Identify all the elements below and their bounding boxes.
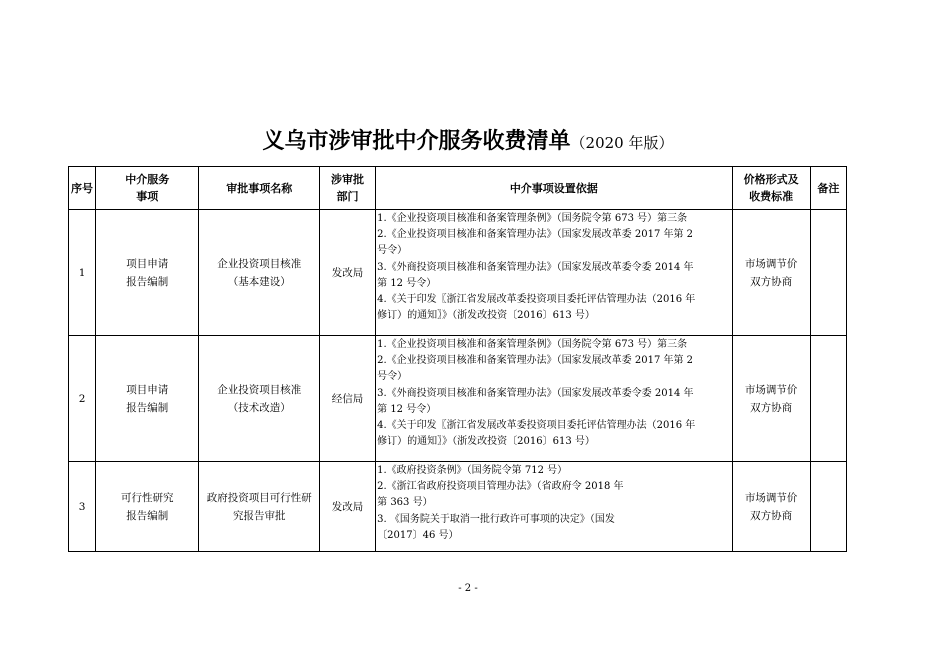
cell-service-line1: 可行性研究 bbox=[121, 491, 174, 504]
basis-line: 修订）的通知〗》（浙发改投资〔2016〕613 号） bbox=[377, 436, 595, 448]
cell-approval-line1: 企业投资项目核准 bbox=[217, 383, 302, 396]
cell-basis bbox=[376, 462, 732, 552]
cell-remark bbox=[810, 336, 846, 462]
cell-seq: 3 bbox=[69, 462, 96, 552]
cell-remark bbox=[810, 462, 846, 552]
basis-line: 1.《企业投资项目核准和备案管理条例》（国务院令第 673 号）第三条 bbox=[377, 213, 688, 224]
cell-service bbox=[96, 210, 199, 336]
header-price-line2: 收费标准 bbox=[749, 190, 794, 203]
cell-approval bbox=[199, 336, 319, 462]
cell-price-line2: 双方协商 bbox=[750, 401, 793, 414]
basis-line: 号令） bbox=[377, 245, 408, 257]
cell-approval-line1: 政府投资项目可行性研 bbox=[206, 491, 312, 504]
cell-service-line1: 项目申请 bbox=[126, 257, 169, 270]
basis-line: 2.《企业投资项目核准和备案管理办法》（国家发展改革委 2017 年第 2 bbox=[377, 355, 694, 367]
header-row bbox=[69, 167, 847, 210]
table-row bbox=[69, 462, 847, 552]
cell-seq: 1 bbox=[69, 210, 96, 336]
cell-basis bbox=[376, 336, 732, 462]
cell-price-line2: 双方协商 bbox=[750, 509, 793, 522]
cell-price bbox=[732, 210, 810, 336]
header-approval: 审批事项名称 bbox=[199, 167, 319, 210]
basis-line: 1.《政府投资条例》（国务院令第 712 号） bbox=[377, 465, 568, 476]
basis-line: 第 363 号） bbox=[377, 497, 433, 509]
cell-service-line2: 报告编制 bbox=[126, 509, 169, 522]
title-main: 义乌市涉审批中介服务收费清单 bbox=[262, 129, 571, 154]
basis-line: 号令） bbox=[377, 371, 408, 383]
cell-service bbox=[96, 462, 199, 552]
header-seq: 序号 bbox=[69, 167, 96, 210]
basis-line: 修订）的通知〗》（浙发改投资〔2016〕613 号） bbox=[377, 310, 595, 322]
basis-line: 4.《关于印发〖浙江省发展改革委投资项目委托评估管理办法（2016 年 bbox=[377, 420, 696, 432]
cell-price-line2: 双方协商 bbox=[750, 275, 793, 288]
document-title bbox=[0, 124, 936, 155]
cell-basis bbox=[376, 210, 732, 336]
table-row bbox=[69, 210, 847, 336]
cell-approval-line2: 究报告审批 bbox=[232, 509, 286, 522]
cell-service-line1: 项目申请 bbox=[126, 383, 169, 396]
basis-line: 2.《企业投资项目核准和备案管理办法》（国家发展改革委 2017 年第 2 bbox=[377, 229, 694, 241]
basis-line: 3.《外商投资项目核准和备案管理办法》（国家发展改革委令委 2014 年 bbox=[377, 261, 694, 273]
header-service bbox=[96, 167, 199, 210]
basis-line: 4.《关于印发〖浙江省发展改革委投资项目委托评估管理办法（2016 年 bbox=[377, 294, 696, 306]
cell-price-line1: 市场调节价 bbox=[744, 383, 798, 396]
header-price-line1: 价格形式及 bbox=[743, 173, 799, 186]
cell-approval-line1: 企业投资项目核准 bbox=[217, 257, 302, 270]
table-row bbox=[69, 336, 847, 462]
basis-line: 〔2017〕46 号） bbox=[377, 529, 459, 541]
cell-dept: 经信局 bbox=[319, 336, 375, 462]
cell-price bbox=[732, 462, 810, 552]
header-dept-line1: 涉审批 bbox=[331, 173, 365, 186]
cell-seq: 2 bbox=[69, 336, 96, 462]
header-price bbox=[732, 167, 810, 210]
basis-line: 第 12 号令） bbox=[377, 403, 437, 415]
basis-line: 3. 《国务院关于取消一批行政许可事项的决定》（国发 bbox=[377, 513, 615, 525]
cell-dept: 发改局 bbox=[319, 210, 375, 336]
header-service-line1: 中介服务 bbox=[125, 173, 170, 186]
cell-approval bbox=[199, 210, 319, 336]
page-number: - 2 - bbox=[458, 583, 478, 594]
cell-approval-line2: （基本建设） bbox=[227, 275, 291, 288]
cell-price bbox=[732, 336, 810, 462]
cell-service-line2: 报告编制 bbox=[126, 401, 169, 414]
title-edition: （2020 年版） bbox=[570, 134, 674, 152]
cell-remark bbox=[810, 210, 846, 336]
cell-approval-line2: （技术改造） bbox=[227, 401, 291, 414]
cell-dept: 发改局 bbox=[319, 462, 375, 552]
header-basis: 中介事项设置依据 bbox=[376, 167, 732, 210]
basis-line: 2.《浙江省政府投资项目管理办法》（省政府令 2018 年 bbox=[377, 481, 624, 493]
basis-line: 3.《外商投资项目核准和备案管理办法》（国家发展改革委令委 2014 年 bbox=[377, 387, 694, 399]
cell-approval bbox=[199, 462, 319, 552]
cell-service-line2: 报告编制 bbox=[126, 275, 169, 288]
header-dept bbox=[319, 167, 375, 210]
cell-price-line1: 市场调节价 bbox=[744, 257, 798, 270]
basis-line: 1.《企业投资项目核准和备案管理条例》（国务院令第 673 号）第三条 bbox=[377, 339, 688, 350]
header-dept-line2: 部门 bbox=[336, 190, 359, 203]
cell-price-line1: 市场调节价 bbox=[744, 491, 798, 504]
cell-service bbox=[96, 336, 199, 462]
fee-table bbox=[68, 166, 847, 552]
basis-line: 第 12 号令） bbox=[377, 277, 437, 289]
header-remark: 备注 bbox=[810, 167, 846, 210]
header-service-line2: 事项 bbox=[136, 190, 159, 203]
